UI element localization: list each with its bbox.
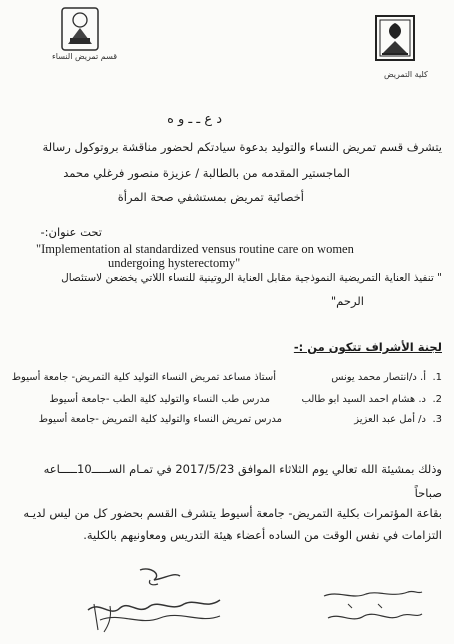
member-1-number: 1. — [432, 372, 442, 383]
faculty-logo — [374, 14, 416, 62]
faculty-logo-caption: كلية التمريض — [384, 70, 428, 79]
handwritten-signature-right — [318, 586, 428, 636]
invitation-title: د ع ـ ـ و ه — [167, 112, 222, 127]
member-3-title: مدرس تمريض النساء والتوليد كلية التمريض -جامعة أسيوط — [38, 414, 282, 425]
member-3-name: د/ أمل عبد العزيز — [354, 414, 426, 425]
schedule-line-1: وذلك بمشيئة الله تعالي يوم الثلاثاء الموافق 2017/5/23 في تمـام الســـــ10ـــــاعه — [43, 462, 442, 476]
committee-heading: لجنة الأشراف تتكون من :- — [293, 340, 442, 354]
member-1-name: أ. د/انتصار محمد يونس — [331, 372, 426, 383]
member-2-title: مدرس طب النساء والتوليد كلية الطب -جامعة أسيوط — [49, 394, 270, 405]
subject-arabic-line-1: " تنفيذ العناية التمريضية النموذجية مقابل العناية الروتينية للنساء اللاتي يخضعن لاستئصال — [61, 272, 442, 284]
schedule-line-2: صباحاً — [414, 486, 442, 500]
handwritten-signature-left — [80, 560, 240, 644]
member-1-title: أستاذ مساعد تمريض النساء التوليد كلية التمريض- جامعة أسيوط — [11, 372, 276, 383]
schedule-line-3: بقاعة المؤتمرات بكلية التمريض- جامعة أسيوط يتشرف القسم بحضور كل من ليس لديـه — [23, 506, 442, 520]
member-3-number: 3. — [432, 414, 442, 425]
invitation-line-1: يتشرف قسم تمريض النساء والتوليد بدعوة سيادتكم لحضور مناقشة بروتوكول رسالة — [42, 140, 442, 154]
invitation-line-3: أخصائية تمريض بمستشفي صحة المرأة — [117, 190, 304, 204]
member-2-name: د. هشام احمد السيد ابو طالب — [301, 394, 426, 405]
member-2-number: 2. — [432, 394, 442, 405]
department-logo-caption: قسم تمريض النساء — [52, 52, 118, 61]
invitation-line-2: الماجستير المقدمه من بالطالبة / عزيزة منصور فرغلي محمد — [63, 166, 350, 180]
subject-label: تحت عنوان:- — [40, 225, 102, 239]
subject-arabic-line-2: الرحم" — [330, 294, 364, 308]
department-logo — [60, 6, 100, 52]
subject-english-line-2: undergoing hysterectomy" — [108, 256, 241, 270]
schedule-line-4: التزامات في نفس الوقت من الساده أعضاء هيئة التدريس ومعاونيهم بالكلية. — [83, 528, 442, 542]
subject-english-line-1: "Implementation al standardized vensus routine care on women — [36, 242, 354, 256]
